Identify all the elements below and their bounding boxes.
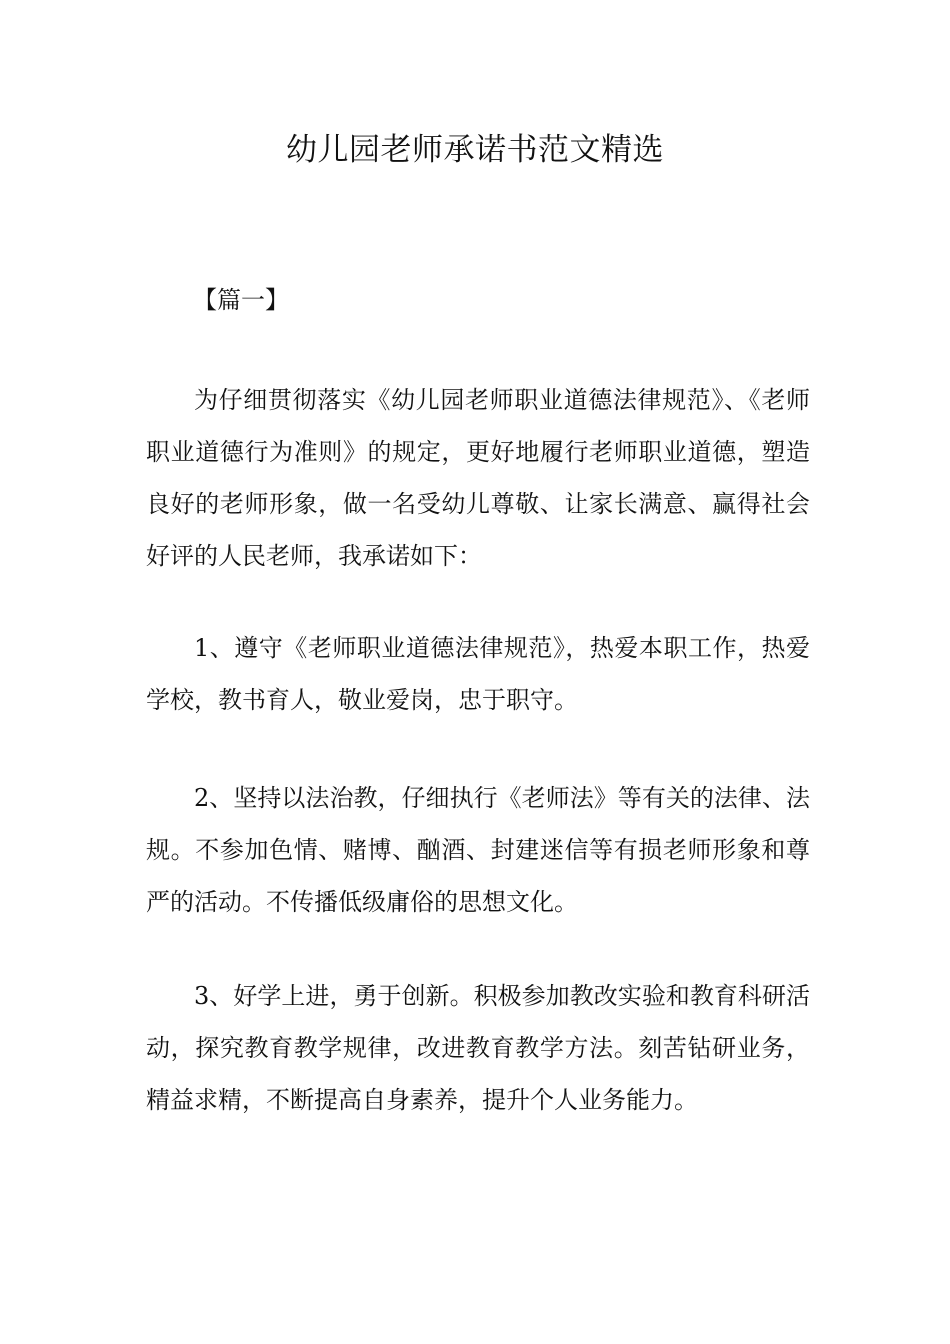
paragraph-intro: 为仔细贯彻落实《幼儿园老师职业道德法律规范》、《老师职业道德行为准则》的规定，更好地履行老师职业道德，塑造良好的老师形象，做一名受幼儿尊敬、让家长满意、赢得社会好评的人民老师，我承诺如下： xyxy=(146,386,810,570)
paragraph-item-1: 1、遵守《老师职业道德法律规范》，热爱本职工作，热爱学校，教书育人，敬业爱岗，忠于职守。 xyxy=(146,634,810,714)
paragraph-item-3: 3、好学上进，勇于创新。积极参加教改实验和教育科研活动，探究教育教学规律，改进教育教学方法。刻苦钻研业务，精益求精，不断提高自身素养，提升个人业务能力。 xyxy=(146,982,810,1114)
section-label: 【篇一】 xyxy=(193,286,289,314)
paragraph-item-2: 2、坚持以法治教，仔细执行《老师法》等有关的法律、法规。不参加色情、赌博、酗酒、封建迷信等有损老师形象和尊严的活动。不传播低级庸俗的思想文化。 xyxy=(146,784,810,916)
document-title: 幼儿园老师承诺书范文精选 xyxy=(286,132,664,168)
